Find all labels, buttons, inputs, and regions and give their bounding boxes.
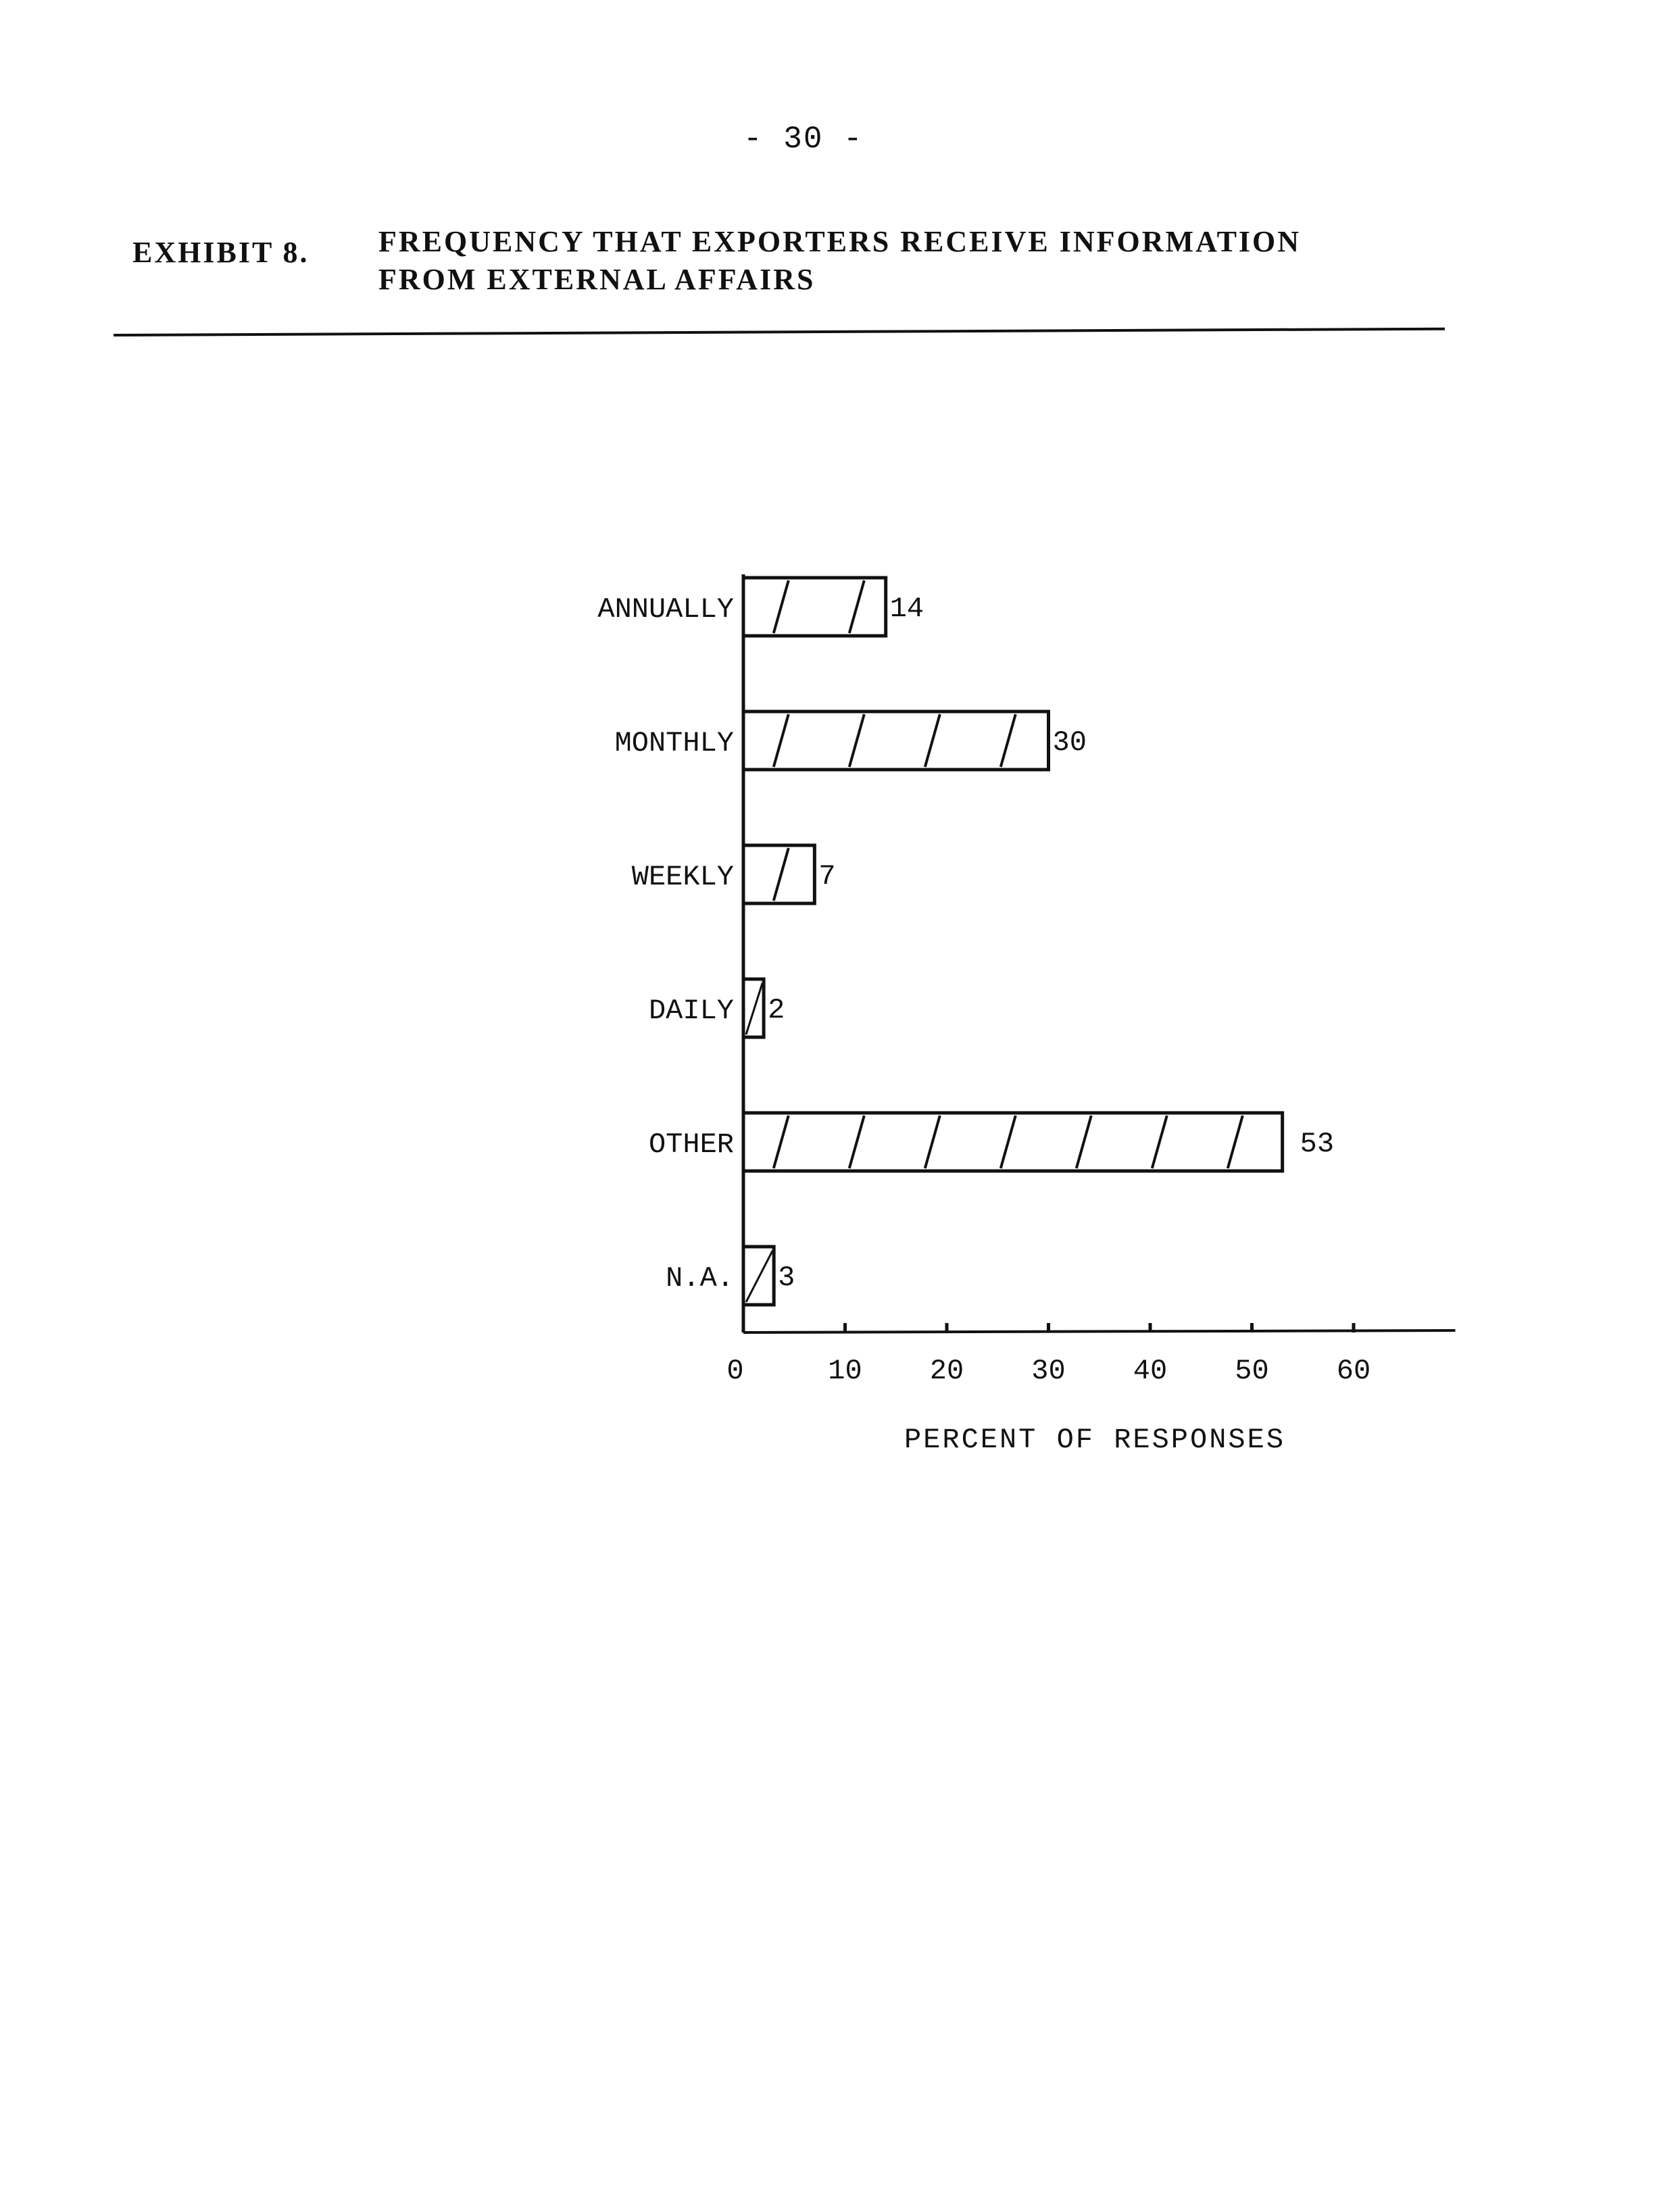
axes-layer — [743, 574, 1456, 1332]
exhibit-title-line-2: FROM EXTERNAL AFFAIRS — [378, 263, 816, 296]
labels-layer — [597, 593, 1370, 1456]
bar-hatch-monthly — [925, 714, 940, 767]
bar-hatch-other — [925, 1116, 940, 1168]
bar-hatch-daily — [746, 983, 762, 1034]
x-tick-label-40: 40 — [1133, 1355, 1168, 1387]
page-number: - 30 - — [743, 122, 864, 157]
exhibit-label: EXHIBIT 8. — [132, 236, 310, 269]
bar-hatch-weekly — [774, 848, 789, 901]
category-label-weekly: WEEKLY — [631, 861, 734, 893]
value-label-other: 53 — [1300, 1128, 1335, 1160]
value-label-n-a: 3 — [778, 1262, 795, 1294]
x-tick-label-60: 60 — [1336, 1355, 1371, 1387]
x-axis-line — [743, 1330, 1456, 1332]
x-tick-label-10: 10 — [828, 1355, 862, 1387]
x-tick-label-50: 50 — [1235, 1355, 1269, 1387]
value-label-weekly: 7 — [818, 860, 836, 893]
value-label-annually: 14 — [889, 593, 924, 625]
bar-hatch-annually — [774, 580, 789, 633]
category-label-annually: ANNUALLY — [597, 593, 734, 626]
bar-hatch-monthly — [1001, 714, 1016, 767]
bars-layer — [743, 578, 1283, 1305]
bar-annually — [743, 578, 886, 636]
bar-hatch-annually — [849, 580, 864, 633]
category-label-other: OTHER — [648, 1128, 734, 1161]
category-label-monthly: MONTHLY — [614, 727, 734, 759]
bar-hatch-monthly — [774, 714, 789, 767]
value-label-monthly: 30 — [1052, 726, 1087, 759]
x-axis-title: PERCENT OF RESPONSES — [904, 1424, 1286, 1456]
x-tick-label-0: 0 — [726, 1355, 744, 1387]
bar-weekly — [743, 845, 814, 903]
value-label-daily: 2 — [768, 994, 785, 1026]
bar-hatch-n-a — [746, 1251, 772, 1302]
bar-hatch-other — [1001, 1116, 1016, 1168]
category-label-n-a: N.A. — [666, 1262, 734, 1295]
bar-hatch-other — [1077, 1116, 1091, 1168]
bar-hatch-other — [849, 1116, 864, 1168]
bar-hatch-monthly — [849, 714, 864, 767]
bar-hatch-other — [774, 1116, 789, 1168]
x-tick-label-30: 30 — [1031, 1355, 1066, 1387]
bar-hatch-other — [1228, 1116, 1243, 1168]
x-tick-label-20: 20 — [929, 1355, 964, 1387]
exhibit-title-line-1: FREQUENCY THAT EXPORTERS RECEIVE INFORMATION — [378, 225, 1302, 258]
bar-hatch-other — [1152, 1116, 1167, 1168]
category-label-daily: DAILY — [648, 995, 734, 1027]
